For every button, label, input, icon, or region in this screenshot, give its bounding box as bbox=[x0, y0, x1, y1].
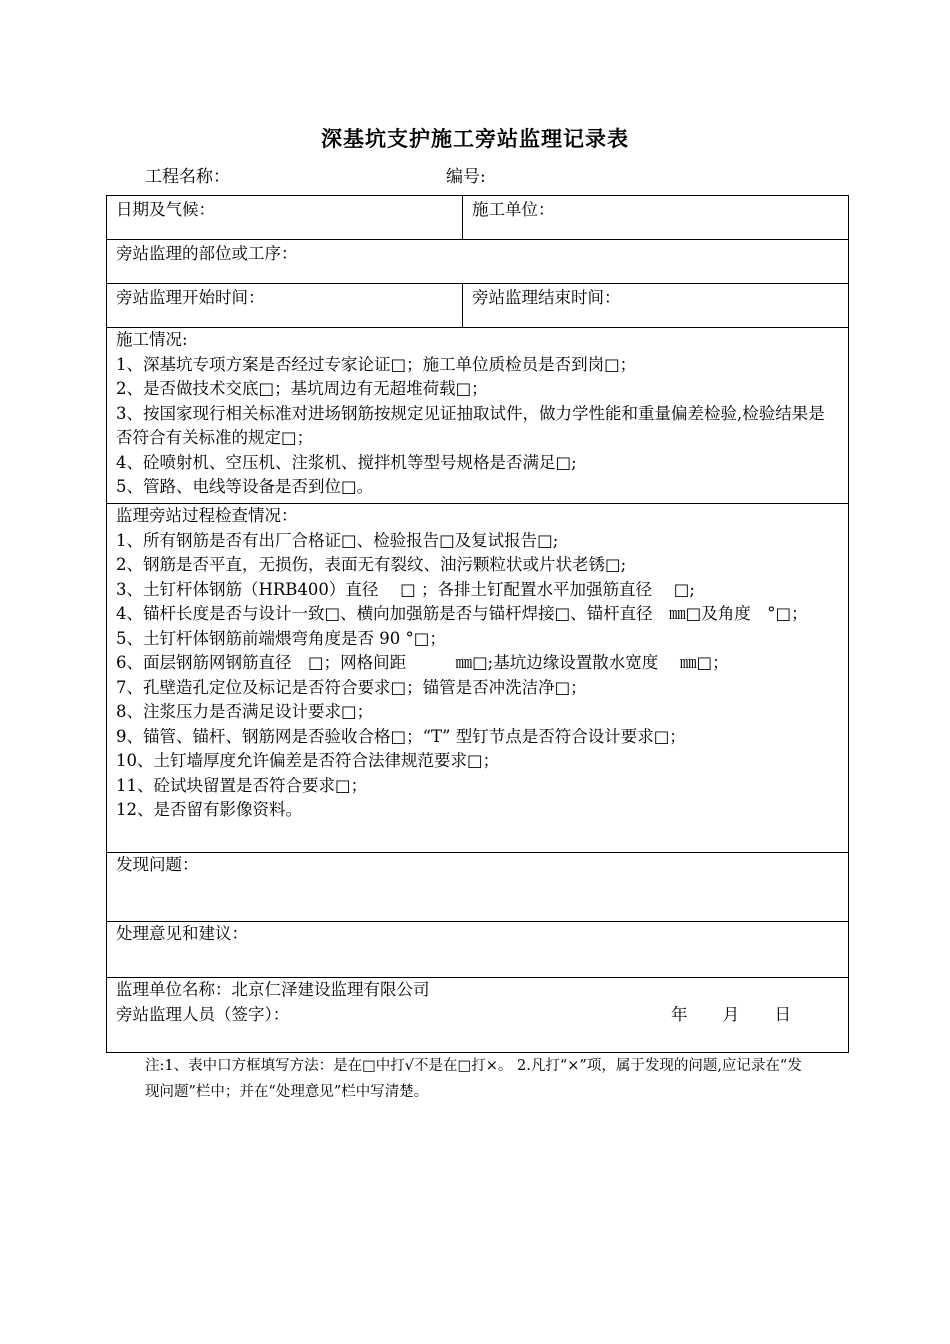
footnote: 注:1、表中口方框填写方法：是在□中打√不是在□打×。 2.凡打“×”项，属于发现的问题,应记录在“发现问题”栏中；并在“处理意见”栏中写清楚。 bbox=[145, 1058, 802, 1100]
problems-label: 发现问题： bbox=[116, 855, 199, 874]
inspection-item: 7、孔壁造孔定位及标记是否符合要求□；锚管是否冲洗洁净□； bbox=[116, 677, 587, 697]
part-process-cell[interactable] bbox=[107, 240, 849, 284]
sign-date[interactable] bbox=[641, 1003, 791, 1028]
record-table bbox=[106, 195, 849, 1053]
signature-section bbox=[107, 978, 849, 1053]
date-day: 日 bbox=[774, 1004, 791, 1024]
inspection-item: 9、锚管、锚杆、钢筋网是否验收合格□；“T” 型钉节点是否符合设计要求□； bbox=[116, 726, 686, 746]
supervision-unit: 监理单位名称：北京仁泽建设监理有限公司 bbox=[116, 980, 430, 999]
inspection-item: 5、土钉杆体钢筋前端煨弯角度是否 90 °□； bbox=[116, 628, 446, 648]
inspection-item: 11、砼试块留置是否符合要求□； bbox=[116, 775, 368, 795]
construction-unit-cell[interactable] bbox=[463, 196, 849, 240]
project-name-label: 工程名称： bbox=[145, 167, 230, 187]
inspection-item: 6、面层钢筋网钢筋直径 □；网格间距 ㎜□;基坑边缘设置散水宽度 ㎜□； bbox=[116, 653, 729, 672]
inspection-item: 3、土钉杆体钢筋（HRB400）直径 □ ；各排土钉配置水平加强筋直径 □; bbox=[116, 579, 695, 599]
status-item: 4、砼喷射机、空压机、注浆机、搅拌机等型号规格是否满足□; bbox=[116, 452, 577, 472]
date-year: 年 bbox=[671, 1004, 688, 1024]
inspection-heading: 监理旁站过程检查情况： bbox=[116, 506, 298, 525]
inspection-item: 2、钢筋是否平直，无损伤，表面无有裂纹、油污颗粒状或片状老锈□; bbox=[116, 555, 627, 574]
construction-status-section bbox=[107, 328, 849, 504]
status-item: 5、管路、电线等设备是否到位□。 bbox=[116, 477, 374, 496]
start-time-label: 旁站监理开始时间： bbox=[116, 288, 265, 307]
inspection-item: 8、注浆压力是否满足设计要求□； bbox=[116, 702, 374, 721]
date-month: 月 bbox=[722, 1004, 740, 1024]
status-item: 1、深基坑专项方案是否经过专家论证□；施工单位质检员是否到岗□； bbox=[116, 354, 637, 374]
inspection-item: 4、锚杆长度是否与设计一致□、横向加强筋是否与锚杆焊接□、锚杆直径 ㎜□及角度 °□； bbox=[116, 604, 808, 623]
inspection-item: 12、是否留有影像资料。 bbox=[116, 800, 302, 819]
inspection-section bbox=[107, 504, 849, 853]
form-title: 深基坑支护施工旁站监理记录表 bbox=[321, 126, 629, 151]
opinions-label: 处理意见和建议： bbox=[116, 924, 248, 943]
construction-status-heading: 施工情况: bbox=[116, 330, 188, 349]
inspection-item: 10、土钉墙厚度允许偏差是否符合法律规范要求□； bbox=[116, 751, 500, 770]
date-weather-label: 日期及气候： bbox=[116, 200, 215, 219]
end-time-label: 旁站监理结束时间： bbox=[472, 288, 621, 307]
opinions-cell[interactable] bbox=[107, 922, 849, 978]
problems-cell[interactable] bbox=[107, 853, 849, 922]
signature-row bbox=[116, 1003, 839, 1028]
status-item: 3、按国家现行相关标准对进场钢筋按规定见证抽取试件，做力学性能和重量偏差检验,检验结果是否符合有关标准的规定□； bbox=[116, 403, 825, 447]
end-time-cell[interactable] bbox=[463, 284, 849, 328]
construction-unit-label: 施工单位： bbox=[472, 200, 555, 219]
status-item: 2、是否做技术交底□；基坑周边有无超堆荷载□； bbox=[116, 379, 488, 398]
supervisor-sign-label: 旁站监理人员（签字）： bbox=[116, 1004, 290, 1024]
start-time-cell[interactable] bbox=[107, 284, 463, 328]
part-process-label: 旁站监理的部位或工序： bbox=[116, 244, 298, 263]
number-label: 编号: bbox=[446, 167, 486, 187]
inspection-item: 1、所有钢筋是否有出厂合格证□、检验报告□及复试报告□; bbox=[116, 530, 559, 550]
date-weather-cell[interactable] bbox=[107, 196, 463, 240]
